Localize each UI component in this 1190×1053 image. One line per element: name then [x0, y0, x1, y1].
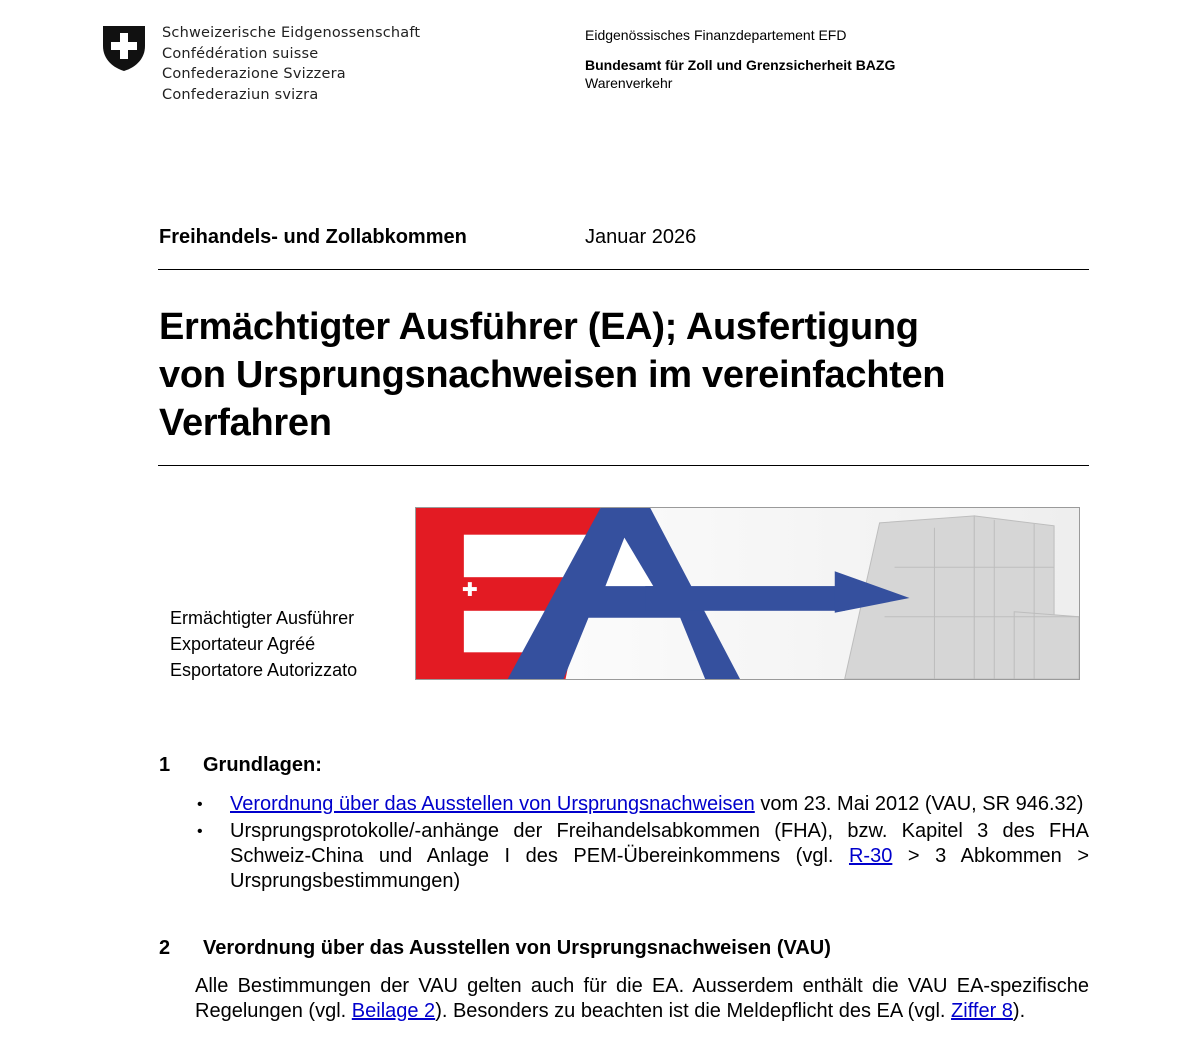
document-date: Januar 2026	[585, 226, 697, 248]
list-item-text: vom 23. Mai 2012 (VAU, SR 946.32)	[754, 793, 1084, 815]
bullet-icon: •	[197, 796, 203, 813]
divider-top	[158, 269, 1089, 270]
divider-title	[158, 465, 1089, 466]
banner-labels	[170, 605, 357, 683]
office-name: Bundesamt für Zoll und Grenzsicherheit BAZG	[585, 57, 896, 73]
title-line-1: Ermächtigter Ausführer (EA); Ausfertigung	[159, 306, 919, 348]
section-2-heading	[159, 937, 1094, 963]
department-block	[585, 26, 895, 92]
division-name: Warenverkehr	[585, 75, 673, 91]
banner-label-it: Esportatore Autorizzato	[170, 660, 358, 680]
vau-ordinance-link[interactable]: Verordnung über das Ausstellen von Ursprungsnachweisen	[230, 793, 755, 815]
department-name: Eidgenössisches Finanzdepartement EFD	[585, 27, 847, 43]
document-series: Freihandels- und Zollabkommen	[159, 226, 467, 248]
bullet-icon: •	[197, 823, 203, 840]
confederation-line-it: Confederazione Svizzera	[162, 66, 346, 82]
section-title: Verordnung über das Ausstellen von Ursprungsnachweisen (VAU)	[203, 937, 831, 959]
list-item	[195, 819, 1089, 894]
title-line-2: von Ursprungsnachweisen im vereinfachten	[159, 354, 946, 396]
banner-label-de: Ermächtigter Ausführer	[170, 608, 355, 628]
list-item-text: > 3 Abkommen > Ursprungsbestimmungen)	[230, 845, 1090, 892]
beilage-2-link[interactable]: Beilage 2	[351, 1000, 436, 1022]
section-title: Grundlagen:	[203, 754, 322, 776]
list-item-text: Ursprungsprotokolle/-anhänge der Freihandelsabkommen (FHA), bzw. Kapitel 3 des FHA Schweiz-China und Anlage I des PEM-Übereinkommens (vgl.	[230, 820, 1089, 867]
section-2-paragraph	[195, 974, 1089, 1024]
confederation-line-rm: Confederaziun svizra	[162, 86, 319, 103]
paragraph-text: ). Besonders zu beachten ist die Meldepflicht des EA (vgl.	[435, 1000, 952, 1022]
confederation-line-de: Schweizerische Eidgenossenschaft	[162, 25, 421, 41]
swiss-shield-icon	[101, 24, 147, 72]
section-1-heading	[159, 754, 1094, 780]
ea-logo-banner	[415, 507, 1080, 680]
confederation-line-fr: Confédération suisse	[162, 45, 319, 62]
ziffer-8-link[interactable]: Ziffer 8	[951, 1000, 1013, 1022]
page-title	[159, 303, 1094, 447]
confederation-names	[162, 23, 420, 105]
section-number: 2	[159, 937, 171, 959]
banner-label-fr: Exportateur Agréé	[170, 634, 316, 654]
r30-link[interactable]: R-30	[848, 845, 893, 867]
bullet-list	[195, 792, 1089, 896]
list-item	[195, 792, 1089, 817]
title-line-3: Verfahren	[159, 402, 332, 444]
section-number: 1	[159, 754, 171, 776]
paragraph-text: Alle Bestimmungen der VAU gelten auch für die EA. Ausserdem enthält die VAU EA-spezifische Regelungen (vgl.	[195, 975, 1089, 1022]
paragraph-text: ).	[1012, 1000, 1026, 1022]
